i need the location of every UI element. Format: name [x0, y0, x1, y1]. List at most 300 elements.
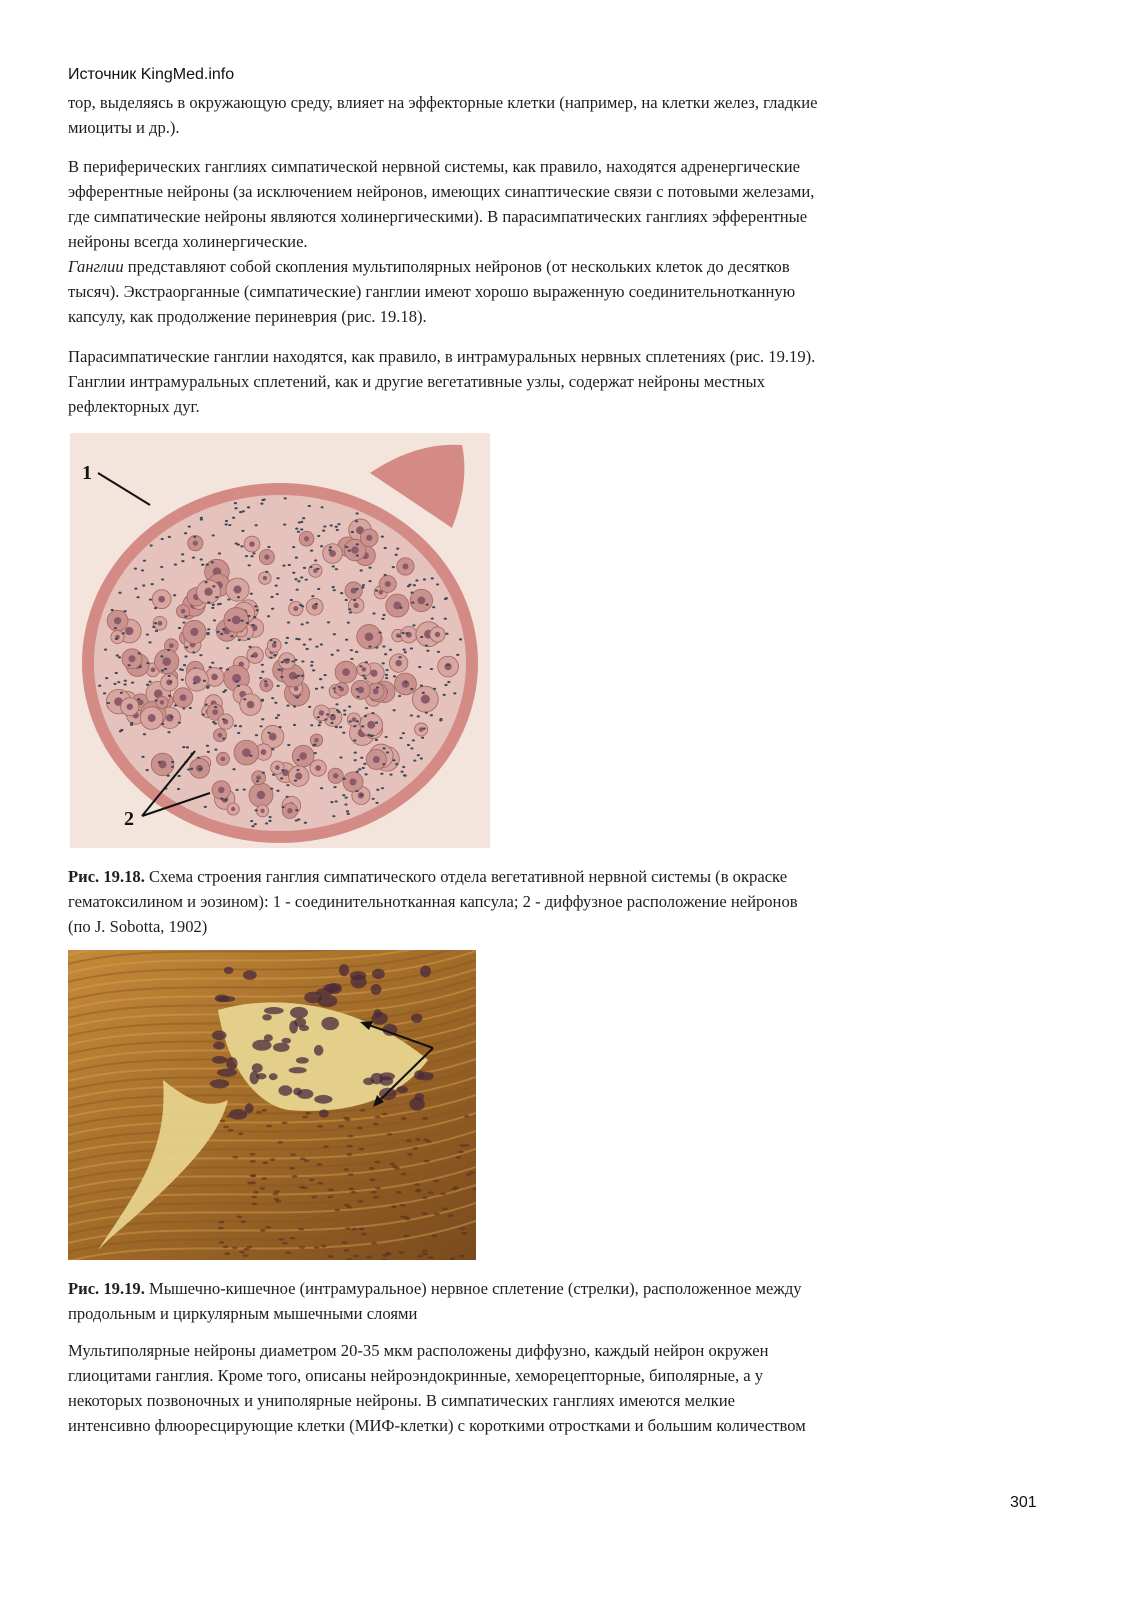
glial-nucleus — [192, 556, 195, 558]
glial-nucleus — [389, 774, 392, 776]
muscle-nucleus — [375, 1115, 381, 1118]
glial-nucleus — [245, 555, 248, 557]
muscle-nucleus — [242, 1254, 248, 1257]
glial-nucleus — [343, 778, 346, 780]
glial-nucleus — [169, 680, 172, 682]
glial-nucleus — [342, 732, 345, 734]
neuron-nucleus — [250, 1071, 259, 1084]
neuron-nucleus — [210, 1079, 229, 1088]
glial-nucleus — [332, 586, 335, 588]
neuron-nucleus — [372, 969, 385, 979]
muscle-nucleus — [442, 1208, 448, 1211]
glial-nucleus — [323, 674, 326, 676]
neuron-nucleus — [333, 773, 338, 778]
glial-nucleus — [319, 721, 322, 723]
glial-nucleus — [365, 707, 368, 709]
glial-nucleus — [168, 536, 171, 538]
glial-nucleus — [160, 566, 163, 568]
muscle-nucleus — [274, 1198, 280, 1201]
text-line: тысяч). Экстраорганные (симпатические) ганглии имеют хорошо выраженную соединительнотканную — [68, 282, 796, 301]
muscle-nucleus — [461, 1232, 467, 1235]
glial-nucleus — [381, 536, 384, 538]
neuron-nucleus — [212, 1030, 227, 1040]
muscle-nucleus — [375, 1187, 381, 1190]
muscle-nucleus — [459, 1255, 465, 1258]
glial-nucleus — [304, 822, 307, 824]
glial-nucleus — [222, 691, 225, 693]
glial-nucleus — [248, 564, 251, 566]
glial-nucleus — [412, 624, 415, 626]
glial-nucleus — [379, 632, 382, 634]
neuron-nucleus — [415, 1093, 425, 1101]
glial-nucleus — [319, 678, 322, 680]
glial-nucleus — [410, 714, 413, 716]
glial-nucleus — [371, 712, 374, 714]
glial-nucleus — [320, 787, 323, 789]
muscle-nucleus — [286, 1251, 292, 1254]
glial-nucleus — [271, 748, 274, 750]
glial-nucleus — [420, 757, 423, 759]
muscle-nucleus — [343, 1249, 349, 1252]
neuron-nucleus — [273, 1043, 290, 1052]
glial-nucleus — [160, 655, 163, 657]
glial-nucleus — [167, 649, 170, 651]
neuron-nucleus — [314, 1045, 323, 1056]
neuron-nucleus — [357, 687, 364, 694]
neuron-nucleus — [114, 617, 121, 624]
glial-nucleus — [139, 666, 142, 668]
glial-nucleus — [437, 651, 440, 653]
glial-nucleus — [312, 669, 315, 671]
neuron-nucleus — [169, 643, 174, 648]
text-line: интенсивно флюоресцирующие клетки (МИФ-клетки) с короткими отростками и большим количеством — [68, 1416, 806, 1435]
muscle-nucleus — [327, 1196, 333, 1199]
glial-nucleus — [260, 503, 263, 505]
glial-nucleus — [375, 647, 378, 649]
muscle-nucleus — [238, 1132, 244, 1135]
glial-nucleus — [204, 703, 207, 705]
muscle-nucleus — [273, 1192, 279, 1195]
glial-nucleus — [347, 622, 350, 624]
italic-term: Ганглии — [68, 257, 124, 276]
glial-nucleus — [407, 585, 410, 587]
glial-nucleus — [426, 650, 429, 652]
glial-nucleus — [433, 688, 436, 690]
neuron-nucleus — [212, 709, 218, 715]
glial-nucleus — [309, 566, 312, 568]
neuron-nucleus — [264, 1007, 284, 1014]
glial-nucleus — [189, 707, 192, 709]
muscle-nucleus — [389, 1163, 395, 1166]
muscle-nucleus — [351, 1191, 357, 1194]
glial-nucleus — [403, 774, 406, 776]
glial-nucleus — [286, 796, 289, 798]
glial-nucleus — [301, 675, 304, 677]
muscle-nucleus — [218, 1227, 224, 1230]
glial-nucleus — [261, 664, 264, 666]
glial-nucleus — [358, 768, 361, 770]
neuron-nucleus — [293, 606, 298, 611]
glial-nucleus — [286, 784, 289, 786]
glial-nucleus — [425, 712, 428, 714]
caption-figure-number: Рис. 19.18. — [68, 867, 145, 886]
glial-nucleus — [167, 675, 170, 677]
glial-nucleus — [339, 756, 342, 758]
text-line: В периферических ганглиях симпатической нервной системы, как правило, находятся адренергические — [68, 157, 800, 176]
muscle-nucleus — [428, 1256, 434, 1259]
glial-nucleus — [203, 680, 206, 682]
glial-nucleus — [363, 763, 366, 765]
glial-nucleus — [184, 532, 187, 534]
glial-nucleus — [364, 677, 367, 679]
glial-nucleus — [273, 641, 276, 643]
glial-nucleus — [344, 803, 347, 805]
neuron-nucleus — [218, 733, 223, 738]
glial-nucleus — [384, 574, 387, 576]
neuron-nucleus — [218, 787, 224, 793]
text-line — [68, 254, 1058, 279]
glial-nucleus — [405, 632, 408, 634]
muscle-nucleus — [232, 1156, 238, 1159]
muscle-nucleus — [407, 1153, 413, 1156]
neuron-nucleus — [231, 807, 235, 811]
neuron-nucleus — [148, 714, 156, 722]
glial-nucleus — [178, 627, 181, 629]
glial-nucleus — [444, 618, 447, 620]
glial-nucleus — [249, 755, 252, 757]
neuron-nucleus — [293, 1088, 302, 1096]
neuron-nucleus — [224, 967, 234, 974]
glial-nucleus — [197, 757, 200, 759]
figure-ganglion-schema — [70, 433, 490, 848]
muscle-nucleus — [422, 1250, 428, 1253]
neuron-nucleus — [374, 1009, 382, 1017]
glial-nucleus — [219, 603, 222, 605]
glial-nucleus — [353, 725, 356, 727]
glial-nucleus — [214, 706, 217, 708]
text-line: Парасимпатические ганглии находятся, как правило, в интрамуральных нервных сплетениях (рис. 19.19). — [68, 347, 816, 366]
glial-nucleus — [152, 626, 155, 628]
muscle-nucleus — [266, 1125, 272, 1128]
glial-nucleus — [300, 528, 303, 530]
glial-nucleus — [184, 615, 187, 617]
glial-nucleus — [275, 717, 278, 719]
glial-nucleus — [226, 668, 229, 670]
glial-nucleus — [376, 686, 379, 688]
muscle-nucleus — [348, 1187, 354, 1190]
glial-nucleus — [279, 726, 282, 728]
glial-nucleus — [255, 609, 258, 611]
glial-nucleus — [287, 744, 290, 746]
neuron-nucleus — [289, 672, 297, 680]
glial-nucleus — [315, 645, 318, 647]
glial-nucleus — [287, 659, 290, 661]
glial-nucleus — [395, 763, 398, 765]
glial-nucleus — [272, 774, 275, 776]
glial-nucleus — [309, 638, 312, 640]
glial-nucleus — [184, 655, 187, 657]
figure-intramural-plexus — [68, 950, 476, 1260]
glial-nucleus — [349, 720, 352, 722]
glial-nucleus — [204, 581, 207, 583]
glial-nucleus — [222, 718, 225, 720]
neuron-nucleus — [366, 535, 372, 541]
glial-nucleus — [293, 705, 296, 707]
glial-nucleus — [308, 706, 311, 708]
glial-nucleus — [287, 621, 290, 623]
neuron-nucleus — [252, 652, 258, 658]
glial-nucleus — [350, 658, 353, 660]
glial-nucleus — [149, 598, 152, 600]
neuron-nucleus — [421, 695, 430, 704]
glial-nucleus — [148, 641, 151, 643]
glial-nucleus — [420, 684, 423, 686]
glial-nucleus — [295, 676, 298, 678]
glial-nucleus — [182, 746, 185, 748]
paragraph-1 — [68, 90, 1058, 140]
text-line: рефлекторных дуг. — [68, 397, 200, 416]
glial-nucleus — [381, 787, 384, 789]
neuron-nucleus — [269, 1073, 278, 1080]
glial-nucleus — [174, 563, 177, 565]
glial-nucleus — [228, 619, 231, 621]
paragraph-5 — [68, 1338, 1058, 1438]
glial-nucleus — [356, 720, 359, 722]
glial-nucleus — [292, 572, 295, 574]
muscle-nucleus — [243, 1248, 249, 1251]
neuron-nucleus — [417, 597, 425, 605]
neuron-nucleus — [299, 752, 307, 760]
muscle-nucleus — [299, 1186, 305, 1189]
glial-nucleus — [250, 593, 253, 595]
glial-nucleus — [261, 671, 264, 673]
glial-nucleus — [320, 506, 323, 508]
neuron-nucleus — [180, 694, 187, 701]
glial-nucleus — [392, 566, 395, 568]
figure2-caption — [68, 1276, 1058, 1326]
neuron-nucleus — [373, 688, 379, 694]
glial-nucleus — [295, 528, 298, 530]
glial-nucleus — [290, 599, 293, 601]
glial-nucleus — [306, 622, 309, 624]
muscle-nucleus — [298, 1228, 304, 1231]
glial-nucleus — [317, 588, 320, 590]
caption-fragment: Мышечно-кишечное (интрамуральное) нервное сплетение (стрелки), расположенное между — [144, 1279, 802, 1298]
glial-nucleus — [199, 768, 202, 770]
neuron-nucleus — [402, 563, 408, 569]
glial-nucleus — [131, 682, 134, 684]
muscle-nucleus — [406, 1139, 412, 1142]
muscle-nucleus — [371, 1191, 377, 1194]
muscle-nucleus — [314, 1246, 320, 1249]
muscle-nucleus — [251, 1196, 257, 1199]
text-line: эфферентные нейроны (за исключением нейронов, имеющих синаптические связи с потовыми железами, — [68, 182, 815, 201]
glial-nucleus — [281, 661, 284, 663]
muscle-nucleus — [359, 1228, 365, 1231]
glial-nucleus — [382, 763, 385, 765]
muscle-nucleus — [317, 1125, 323, 1128]
glial-nucleus — [146, 662, 149, 664]
neuron-nucleus — [370, 670, 377, 677]
glial-nucleus — [225, 523, 228, 525]
glial-nucleus — [359, 665, 362, 667]
neuron-nucleus — [385, 581, 391, 587]
neuron-nucleus — [296, 1057, 309, 1064]
glial-nucleus — [297, 818, 300, 820]
glial-nucleus — [181, 553, 184, 555]
neuron-nucleus — [363, 1078, 374, 1085]
glial-nucleus — [382, 614, 385, 616]
glial-nucleus — [343, 713, 346, 715]
glial-nucleus — [353, 599, 356, 601]
glial-nucleus — [345, 797, 348, 799]
glial-nucleus — [332, 565, 335, 567]
glial-nucleus — [220, 633, 223, 635]
glial-nucleus — [124, 680, 127, 682]
glial-nucleus — [170, 716, 173, 718]
muscle-nucleus — [400, 1173, 406, 1176]
glial-nucleus — [421, 737, 424, 739]
glial-nucleus — [296, 589, 299, 591]
muscle-nucleus — [361, 1233, 367, 1236]
glial-nucleus — [116, 654, 119, 656]
glial-nucleus — [445, 597, 448, 599]
glial-nucleus — [346, 810, 349, 812]
glial-nucleus — [237, 596, 240, 598]
glial-nucleus — [117, 681, 120, 683]
text-line: тор, выделяясь в окружающую среду, влияет на эффекторные клетки (например, на клетки желез, гладкие — [68, 93, 818, 112]
glial-nucleus — [384, 653, 387, 655]
glial-nucleus — [150, 544, 153, 546]
muscle-nucleus — [300, 1157, 306, 1160]
muscle-nucleus — [405, 1218, 411, 1221]
glial-nucleus — [255, 524, 258, 526]
glial-nucleus — [219, 667, 222, 669]
glial-nucleus — [224, 799, 227, 801]
glial-nucleus — [294, 578, 297, 580]
glial-nucleus — [240, 545, 243, 547]
neuron-nucleus — [215, 994, 229, 1002]
glial-nucleus — [211, 561, 214, 563]
muscle-nucleus — [400, 1215, 406, 1218]
glial-nucleus — [314, 559, 317, 561]
glial-nucleus — [146, 769, 149, 771]
muscle-nucleus — [452, 1188, 458, 1191]
glial-nucleus — [320, 643, 323, 645]
glial-nucleus — [404, 681, 407, 683]
glial-nucleus — [276, 593, 279, 595]
glial-nucleus — [375, 722, 378, 724]
glial-nucleus — [188, 525, 191, 527]
glial-nucleus — [362, 767, 365, 769]
glial-nucleus — [306, 648, 309, 650]
glial-nucleus — [111, 609, 114, 611]
muscle-nucleus — [223, 1126, 229, 1129]
muscle-nucleus — [348, 1173, 354, 1176]
neuron-nucleus — [261, 749, 267, 755]
glial-nucleus — [398, 635, 401, 637]
glial-nucleus — [124, 683, 127, 685]
glial-nucleus — [321, 686, 324, 688]
glial-nucleus — [301, 660, 304, 662]
muscle-nucleus — [358, 1148, 364, 1151]
glial-nucleus — [212, 534, 215, 536]
neuron-nucleus — [245, 1103, 254, 1113]
glial-nucleus — [130, 722, 133, 724]
glial-nucleus — [395, 554, 398, 556]
glial-nucleus — [430, 668, 433, 670]
muscle-nucleus — [345, 1227, 351, 1230]
glial-nucleus — [119, 730, 122, 732]
neuron-nucleus — [351, 546, 359, 554]
glial-nucleus — [348, 706, 351, 708]
glial-nucleus — [348, 549, 351, 551]
muscle-nucleus — [342, 1241, 348, 1244]
neuron-nucleus — [204, 588, 212, 596]
glial-nucleus — [277, 714, 280, 716]
neuron-nucleus — [260, 809, 264, 813]
glial-nucleus — [271, 697, 274, 699]
glial-nucleus — [445, 633, 448, 635]
muscle-nucleus — [338, 1125, 344, 1128]
muscle-nucleus — [311, 1196, 317, 1199]
glial-nucleus — [171, 761, 174, 763]
glial-nucleus — [337, 523, 340, 525]
muscle-nucleus — [422, 1117, 428, 1120]
glial-nucleus — [330, 524, 333, 526]
glial-nucleus — [326, 713, 329, 715]
glial-nucleus — [265, 571, 268, 573]
neuron-nucleus — [299, 1025, 309, 1031]
neuron-nucleus — [212, 1056, 227, 1064]
glial-nucleus — [146, 684, 149, 686]
glial-nucleus — [340, 592, 343, 594]
glial-nucleus — [185, 646, 188, 648]
glial-nucleus — [226, 647, 229, 649]
glial-nucleus — [193, 682, 196, 684]
muscle-nucleus — [251, 1181, 257, 1184]
muscle-nucleus — [396, 1191, 402, 1194]
muscle-nucleus — [249, 1153, 255, 1156]
glial-nucleus — [297, 759, 300, 761]
glial-nucleus — [250, 820, 253, 822]
neuron-nucleus — [151, 667, 156, 672]
neuron-nucleus — [160, 700, 164, 704]
glial-nucleus — [167, 775, 170, 777]
glial-nucleus — [187, 768, 190, 770]
glial-nucleus — [206, 687, 209, 689]
muscle-nucleus — [261, 1109, 267, 1112]
glial-nucleus — [345, 639, 348, 641]
glial-nucleus — [218, 552, 221, 554]
muscle-nucleus — [218, 1241, 224, 1244]
glial-nucleus — [382, 645, 385, 647]
neuron-nucleus — [127, 704, 133, 710]
glial-nucleus — [335, 726, 338, 728]
glial-nucleus — [241, 620, 244, 622]
neuron-nucleus — [263, 576, 267, 580]
muscle-nucleus — [373, 1123, 379, 1126]
muscle-nucleus — [232, 1246, 238, 1249]
glial-nucleus — [410, 747, 413, 749]
glial-nucleus — [181, 560, 184, 562]
glial-nucleus — [105, 677, 108, 679]
glial-nucleus — [254, 605, 257, 607]
text-line: Ганглии интрамуральных сплетений, как и другие вегетативные узлы, содержат нейроны местных — [68, 372, 766, 391]
paragraph-3 — [68, 254, 1058, 329]
glial-nucleus — [354, 751, 357, 753]
glial-nucleus — [384, 547, 387, 549]
